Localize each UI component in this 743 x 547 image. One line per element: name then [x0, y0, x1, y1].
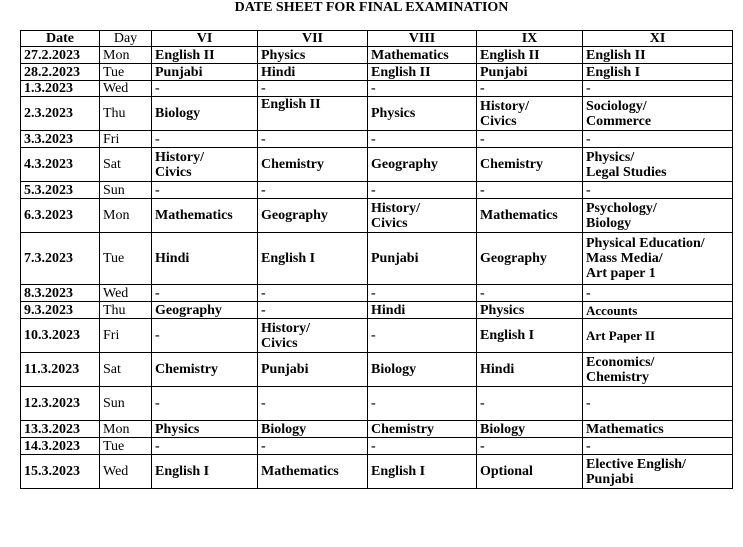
class-vi-cell: Mathematics [152, 199, 258, 233]
class-viii-cell: - [368, 387, 477, 421]
class-viii-cell: Hindi [368, 302, 477, 319]
class-vi-cell: - [152, 131, 258, 148]
class-ix-cell: English I [477, 319, 583, 353]
table-row [21, 302, 733, 319]
date-cell: 4.3.2023 [21, 148, 100, 182]
class-xi-cell: - [583, 131, 733, 148]
header-class-xi: XI [583, 31, 733, 47]
class-viii-cell: English I [368, 455, 477, 489]
class-viii-cell: Physics [368, 97, 477, 131]
class-vii-cell: - [258, 302, 368, 319]
class-xi-cell: Physics/ Legal Studies [583, 148, 733, 182]
header-class-ix: IX [477, 31, 583, 47]
class-xi-cell: Psychology/ Biology [583, 199, 733, 233]
class-vii-cell: - [258, 438, 368, 455]
table-row [21, 81, 733, 97]
class-xi-cell: Elective English/ Punjabi [583, 455, 733, 489]
header-class-vii: VII [258, 31, 368, 47]
class-viii-cell: - [368, 438, 477, 455]
class-viii-cell: - [368, 182, 477, 199]
class-vii-cell: - [258, 285, 368, 302]
class-viii-cell: Biology [368, 353, 477, 387]
class-xi-cell: - [583, 285, 733, 302]
class-xi-cell: Mathematics [583, 421, 733, 438]
class-xi-cell: - [583, 387, 733, 421]
table-row [21, 319, 733, 353]
class-vii-cell: - [258, 131, 368, 148]
date-cell: 28.2.2023 [21, 64, 100, 81]
table-row [21, 148, 733, 182]
day-cell: Sun [100, 387, 152, 421]
class-vii-cell: English II [258, 97, 368, 131]
class-viii-cell: Geography [368, 148, 477, 182]
class-xi-cell: - [583, 182, 733, 199]
table-row [21, 353, 733, 387]
class-vi-cell: - [152, 81, 258, 97]
class-vii-cell: - [258, 81, 368, 97]
header-date: Date [21, 31, 100, 47]
day-cell: Wed [100, 81, 152, 97]
class-vi-cell: Chemistry [152, 353, 258, 387]
class-ix-cell: Hindi [477, 353, 583, 387]
day-cell: Thu [100, 97, 152, 131]
date-cell: 15.3.2023 [21, 455, 100, 489]
header-row [21, 31, 733, 47]
day-cell: Sun [100, 182, 152, 199]
class-viii-cell: English II [368, 64, 477, 81]
day-cell: Wed [100, 455, 152, 489]
class-vi-cell: Punjabi [152, 64, 258, 81]
class-ix-cell: English II [477, 47, 583, 64]
day-cell: Tue [100, 64, 152, 81]
class-vii-cell: English I [258, 233, 368, 285]
day-cell: Tue [100, 233, 152, 285]
date-cell: 27.2.2023 [21, 47, 100, 64]
day-cell: Mon [100, 199, 152, 233]
header-class-viii: VIII [368, 31, 477, 47]
class-viii-cell: History/ Civics [368, 199, 477, 233]
day-cell: Thu [100, 302, 152, 319]
class-xi-cell: Art Paper II [583, 319, 733, 353]
date-cell: 9.3.2023 [21, 302, 100, 319]
class-viii-cell: Mathematics [368, 47, 477, 64]
class-vii-cell: History/ Civics [258, 319, 368, 353]
date-cell: 8.3.2023 [21, 285, 100, 302]
date-cell: 5.3.2023 [21, 182, 100, 199]
class-vi-cell: - [152, 387, 258, 421]
class-viii-cell: - [368, 81, 477, 97]
date-cell: 2.3.2023 [21, 97, 100, 131]
table-row [21, 182, 733, 199]
class-vii-cell: Biology [258, 421, 368, 438]
class-xi-cell: - [583, 438, 733, 455]
day-cell: Sat [100, 353, 152, 387]
table-row [21, 233, 733, 285]
class-vi-cell: Hindi [152, 233, 258, 285]
class-xi-cell: English II [583, 47, 733, 64]
class-vi-cell: English I [152, 455, 258, 489]
class-viii-cell: - [368, 285, 477, 302]
table-row [21, 199, 733, 233]
class-vii-cell: - [258, 387, 368, 421]
class-xi-cell: Accounts [583, 302, 733, 319]
class-xi-cell: Sociology/ Commerce [583, 97, 733, 131]
class-ix-cell: Biology [477, 421, 583, 438]
class-vi-cell: - [152, 438, 258, 455]
class-vi-cell: Physics [152, 421, 258, 438]
class-ix-cell: Optional [477, 455, 583, 489]
class-xi-cell: - [583, 81, 733, 97]
day-cell: Mon [100, 421, 152, 438]
class-ix-cell: Geography [477, 233, 583, 285]
class-vii-cell: Hindi [258, 64, 368, 81]
date-cell: 6.3.2023 [21, 199, 100, 233]
date-cell: 10.3.2023 [21, 319, 100, 353]
class-vi-cell: - [152, 285, 258, 302]
day-cell: Wed [100, 285, 152, 302]
class-ix-cell: Chemistry [477, 148, 583, 182]
day-cell: Fri [100, 131, 152, 148]
page-title: DATE SHEET FOR FINAL EXAMINATION [234, 0, 509, 15]
class-ix-cell: Punjabi [477, 64, 583, 81]
class-viii-cell: - [368, 131, 477, 148]
class-ix-cell: History/ Civics [477, 97, 583, 131]
class-vi-cell: English II [152, 47, 258, 64]
date-cell: 1.3.2023 [21, 81, 100, 97]
table-row [21, 47, 733, 64]
date-cell: 12.3.2023 [21, 387, 100, 421]
table-row [21, 455, 733, 489]
class-ix-cell: - [477, 81, 583, 97]
table-row [21, 421, 733, 438]
table-row [21, 438, 733, 455]
class-viii-cell: - [368, 319, 477, 353]
class-ix-cell: - [477, 182, 583, 199]
class-xi-cell: English I [583, 64, 733, 81]
table-row [21, 97, 733, 131]
day-cell: Mon [100, 47, 152, 64]
header-class-vi: VI [152, 31, 258, 47]
class-viii-cell: Punjabi [368, 233, 477, 285]
class-vii-cell: Physics [258, 47, 368, 64]
table-row [21, 131, 733, 148]
class-vi-cell: Geography [152, 302, 258, 319]
class-vii-cell: - [258, 182, 368, 199]
class-viii-cell: Chemistry [368, 421, 477, 438]
class-vii-cell: Mathematics [258, 455, 368, 489]
class-xi-cell: Physical Education/ Mass Media/ Art paper 1 [583, 233, 733, 285]
class-vii-cell: Geography [258, 199, 368, 233]
class-ix-cell: Mathematics [477, 199, 583, 233]
date-cell: 7.3.2023 [21, 233, 100, 285]
table-row [21, 387, 733, 421]
class-vi-cell: History/ Civics [152, 148, 258, 182]
table-row [21, 64, 733, 81]
date-cell: 11.3.2023 [21, 353, 100, 387]
table-row [21, 285, 733, 302]
class-ix-cell: - [477, 387, 583, 421]
date-sheet-table [20, 30, 733, 489]
class-vi-cell: - [152, 319, 258, 353]
day-cell: Sat [100, 148, 152, 182]
class-vii-cell: Chemistry [258, 148, 368, 182]
class-ix-cell: - [477, 438, 583, 455]
class-ix-cell: Physics [477, 302, 583, 319]
date-cell: 13.3.2023 [21, 421, 100, 438]
class-vi-cell: Biology [152, 97, 258, 131]
class-xi-cell: Economics/ Chemistry [583, 353, 733, 387]
class-ix-cell: - [477, 285, 583, 302]
date-cell: 3.3.2023 [21, 131, 100, 148]
date-cell: 14.3.2023 [21, 438, 100, 455]
day-cell: Tue [100, 438, 152, 455]
class-vii-cell: Punjabi [258, 353, 368, 387]
header-day: Day [100, 31, 152, 47]
day-cell: Fri [100, 319, 152, 353]
class-vi-cell: - [152, 182, 258, 199]
class-ix-cell: - [477, 131, 583, 148]
